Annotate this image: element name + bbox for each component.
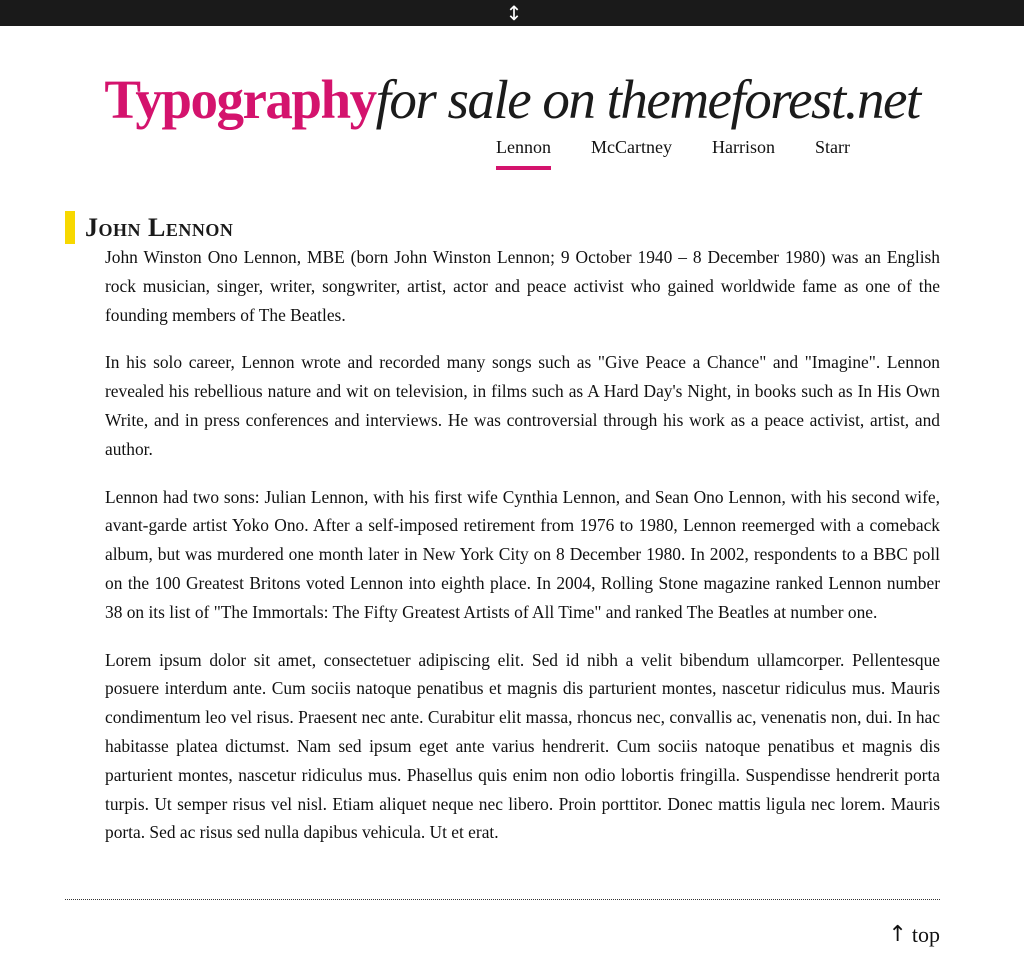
section-marker (65, 211, 75, 244)
section-divider (65, 899, 940, 900)
main-nav (476, 134, 870, 170)
paragraph: In his solo career, Lennon wrote and recorded many songs such as "Give Peace a Chance" and "Imagine". Lennon revealed his rebellious nature and wit on television, in films such as A Hard Day's Night, in books such as In His Own Write, and in press conferences and interviews. He was controversial through his work as a peace activist, artist, and author. (105, 352, 940, 459)
vertical-resize-icon[interactable]: ↕ (505, 1, 523, 25)
nav-item-starr[interactable]: Starr (814, 137, 850, 157)
nav-item-lennon[interactable]: Lennon (476, 134, 571, 170)
arrow-up-icon: ↑ (888, 922, 907, 947)
site-tagline: for sale on themeforest.net (375, 69, 920, 130)
masthead (0, 68, 1024, 132)
paragraph: John Winston Ono Lennon, MBE (born John Winston Lennon; 9 October 1940 – 8 December 1980) was an English rock musician, singer, writer, songwriter, artist, actor and peace activist who gained worldwide fame as one of the founding members of The Beatles. (105, 247, 940, 325)
site-brand[interactable]: Typography (104, 69, 376, 130)
back-to-top-link[interactable] (888, 920, 940, 950)
nav-item-mccartney[interactable]: McCartney (590, 137, 672, 157)
paragraph: Lennon had two sons: Julian Lennon, with his first wife Cynthia Lennon, and Sean Ono Lennon, with his second wife, avant-garde artist Yoko Ono. After a self-imposed retirement from 1976 to 1980, Lennon reemerged with a comeback album, but was murdered one month later in New York City on 8 December 1980. In 2002, respondents to a BBC poll on the 100 Greatest Britons voted Lennon into eighth place. In 2004, Rolling Stone magazine ranked Lennon number 38 on its list of "The Immortals: The Fifty Greatest Artists of All Time" and ranked The Beatles at number one. (105, 486, 940, 622)
article-body (105, 243, 940, 866)
back-to-top-label: top (911, 922, 940, 947)
nav-item-harrison[interactable]: Harrison (711, 137, 775, 157)
section-title: John Lennon (85, 213, 234, 242)
top-bar (0, 0, 1024, 26)
section-heading (65, 211, 233, 244)
paragraph: Lorem ipsum dolor sit amet, consectetuer adipiscing elit. Sed id nibh a velit bibendum ullamcorper. Pellentesque posuere interdum ante. Cum sociis natoque penatibus et magnis dis parturient montes, nascetur ridiculus mus. Mauris condimentum leo vel risus. Praesent nec ante. Curabitur elit massa, rhoncus nec, convallis ac, venenatis non, dui. In hac habitasse platea dictumst. Nam sed ipsum eget ante varius hendrerit. Cum sociis natoque penatibus et magnis dis parturient montes, nascetur ridiculus mus. Phasellus quis enim non odio lobortis fringilla. Suspendisse hendrerit porta turpis. Ut semper risus vel nisl. Etiam aliquet neque nec libero. Proin porttitor. Donec mattis ligula nec lorem. Mauris porta. Sed ac risus sed nulla dapibus vehicula. Ut et erat. (105, 649, 940, 843)
